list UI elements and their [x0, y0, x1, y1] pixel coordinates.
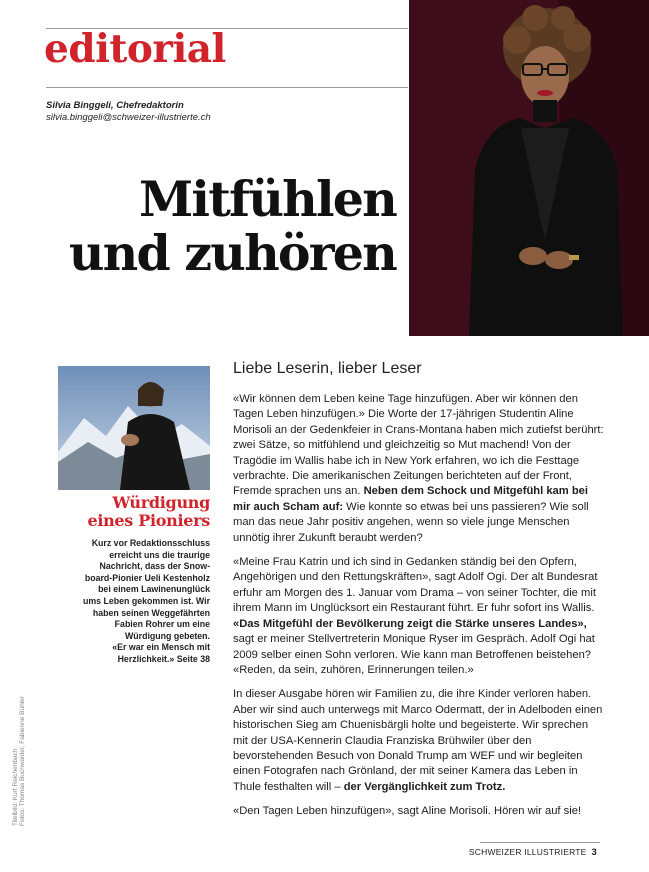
paragraph-1 — [233, 392, 605, 546]
sidebar-text-line: Würdigung gebeten. — [124, 630, 210, 641]
footer-rule — [480, 842, 600, 843]
paragraph-text: sagt er meiner Stellvertreterin Monique Ryser im Gespräch. Adolf Ogi hat 2009 selber einen Sohn verloren. Wie kann man Betroffenen beistehen? «Reden, da sein, zuhören, Erinnerungen teilen.» — [233, 633, 595, 676]
paragraph-emphasis: der Vergänglichkeit zum Trotz. — [343, 780, 506, 793]
paragraph-text: In dieser Ausgabe hören wir Familien zu, die ihre Kinder verloren haben. Aber wir sind auch unterwegs mit Marco Odermatt, der in Adelboden einen historischen Sieg am Chuenisbärgli holte und begeisterte. Wir sprechen mit der USA-Kennerin Claudia Franziska Brühwiler über den bevorstehenden Besuch von Donald Trump am WEF und wir begleiten einen Fotografen nach Grönland, der mit seiner Kamera das Leben in Thule festhalten will – — [233, 688, 603, 793]
paragraph-text: Wie konnte so etwas bei uns passieren? Wie soll man das neue Jahr positiv angehen, wenn so viele junge Menschen unnötig ihrer Zukunft beraubt werden? — [233, 500, 589, 544]
sidebar-title-line-2: eines Pioniers — [87, 511, 210, 530]
sidebar-text-line: bei einem Lawinenunglück — [98, 584, 210, 595]
paragraph-emphasis: Neben dem Schock und Mitgefühl kam bei mir auch Scham auf: — [233, 485, 588, 513]
sidebar-text-line: ums Leben gekommen ist. Wir — [82, 595, 210, 606]
photo-credits — [12, 626, 26, 826]
sidebar-text-line: Fabien Rohrer um eine — [114, 619, 210, 630]
paragraph-text: «Meine Frau Katrin und ich sind in Gedanken ständig bei den Opfern, Angehörigen und den Rettungskräften», sagt Adolf Ogi. Der alt Bundesrat erfuhr am Morgen des 1. Januar vom Drama – von seiner Tochter, die mit ihrem Mann im Unglücksort ein Restaurant führt. Er fuhr sofort ins Wallis. — [233, 556, 598, 615]
page-number: 3 — [591, 847, 597, 858]
sidebar-title-line-1: Würdigung — [112, 493, 210, 512]
sidebar-text — [58, 538, 210, 666]
sidebar-title — [58, 494, 210, 530]
paragraph-3 — [233, 687, 605, 795]
article-salutation: Liebe Leserin, lieber Leser — [233, 360, 422, 377]
paragraph-emphasis: «Das Mitgefühl der Bevölkerung zeigt die Stärke unseres Landes», — [233, 617, 587, 630]
magazine-name: SCHWEIZER ILLUSTRIERTE — [468, 847, 587, 857]
sidebar-text-line: Kurz vor Redaktionsschluss — [91, 538, 210, 548]
paragraph-2 — [233, 555, 605, 678]
headline-line-2: und zuhören — [68, 224, 396, 282]
credit-line-1: Titelbild: Kurt Reichenbach — [12, 748, 19, 826]
sidebar-text-line: Nachricht, dass der Snow- — [99, 561, 210, 572]
sidebar-text-line: haben seinen Weggefährten — [92, 607, 210, 618]
page-footer — [469, 847, 597, 858]
sidebar-text-line[interactable]: Herzlichkeit.» Seite 38 — [117, 653, 210, 664]
sidebar-text-line: board-Pionier Ueli Kestenholz — [84, 572, 210, 583]
author-email[interactable]: silvia.binggeli@schweizer-illustrierte.ch — [46, 112, 211, 123]
sidebar-text-line: «Er war ein Mensch mit — [112, 642, 210, 653]
section-divider — [46, 87, 408, 88]
paragraph-4: «Den Tagen Leben hinzufügen», sagt Aline Morisoli. Hören wir auf sie! — [233, 805, 582, 818]
article-body — [233, 392, 605, 829]
author-name: Silvia Binggeli, Chefredaktorin — [46, 100, 184, 111]
author-block — [46, 100, 211, 124]
author-portrait — [409, 0, 649, 336]
paragraph-text: «Wir können dem Leben keine Tage hinzufügen. Aber wir können den Tagen Leben hinzufügen.» Die Worte der 17-jährigen Studentin Aline Morisoli an der Gedenkfeier in Crans-Montana haben mich zutiefst berührt: zwei Sätze, so mitfühlend und gleichzeitig so Mut machend! Von der Tragödie im Wallis habe ich in New York erfahren, wo ich die Festtage verbrachte. Die amerikanischen Zeitungen berichteten auf der Front, Fremde sprachen uns an. — [233, 393, 604, 498]
section-label: editorial — [44, 26, 226, 72]
headline-line-1: Mitfühlen — [138, 170, 396, 228]
sidebar-photo — [58, 366, 210, 490]
sidebar-text-line: erreicht uns die traurige — [109, 549, 210, 560]
credit-line-2: Fotos: Thomas Buchwalder, Fabienne Bühler — [19, 696, 26, 826]
headline — [60, 172, 396, 280]
